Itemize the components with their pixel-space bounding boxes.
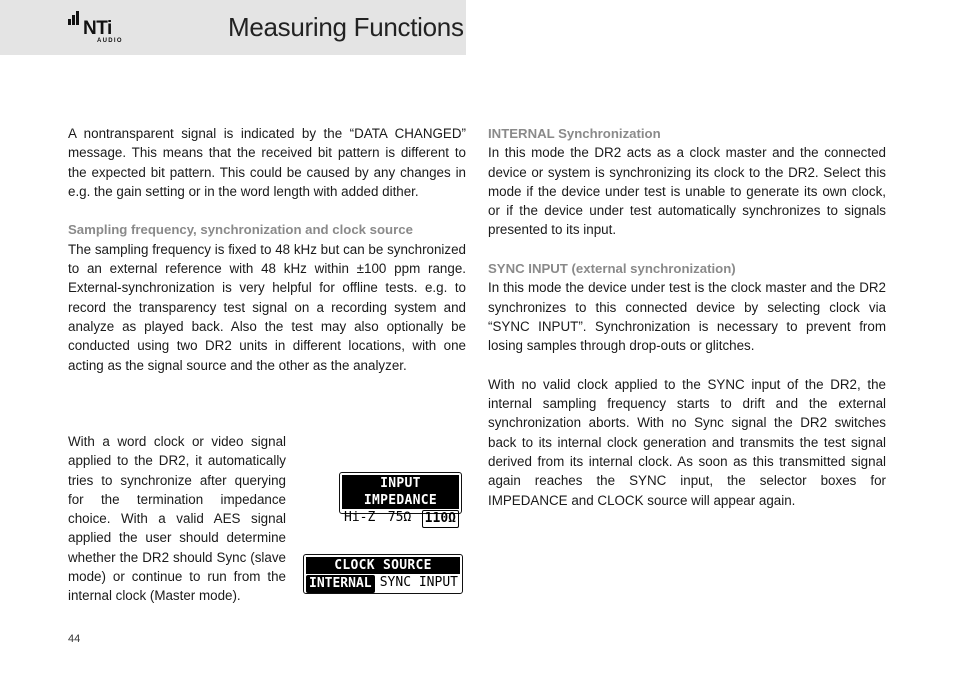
nti-audio-logo	[68, 19, 128, 45]
page-title: Measuring Functions	[228, 12, 464, 42]
lcd-impedance-options	[342, 510, 459, 528]
clock-option-internal-selected: INTERNAL	[306, 575, 375, 593]
impedance-option-75: 75Ω	[387, 510, 412, 525]
lcd-clock-options	[306, 575, 460, 593]
logo-wordmark: NTi	[83, 18, 112, 39]
right-column	[488, 124, 886, 510]
paragraph-sync-input: In this mode the device under test is the clock master and the DR2 synchronizes to this connected device by selecting clock via “SYNC INPUT”. Synchronization is necessary to prevent from losing samples through drop-outs or glitches.	[488, 280, 886, 354]
paragraph-word-clock: With a word clock or video signal applied to the DR2, it automatically tries to synchronize after querying for the termination impedance choice. With a valid AES signal applied the user should determine whether the DR2 should Sync (slave mode) or continue to run from the internal clock (Master mode).	[68, 434, 286, 604]
paragraph-internal: In this mode the DR2 acts as a clock master and the connected device or system is synchronizing its clock to the DR2. Select this mode if the device under test is unable to generate its own clock, or if the device under test automatically synchronizes to signals presented to its input.	[488, 145, 886, 238]
paragraph-sampling: The sampling frequency is fixed to 48 kHz but can be synchronized to an external reference with 48 kHz within ±100 ppm range. External-synchronization is very helpful for offline tests. e.g. to record the transparency test signal on a recording system and analyze as played back. Also the test may also optionally be conducted using two DR2 units in different locations, with one acting as the signal source and the other as the analyzer.	[68, 241, 466, 373]
header-band	[0, 0, 466, 55]
lcd-clock-source	[303, 554, 463, 594]
section-heading-sync-input: SYNC INPUT (external synchronization)	[488, 261, 736, 277]
logo-subtext: AUDIO	[97, 38, 123, 44]
impedance-option-hiz: Hi-Z	[344, 510, 376, 525]
lcd-impedance-title: INPUT IMPEDANCE	[342, 475, 459, 509]
lcd-clock-title: CLOCK SOURCE	[306, 557, 460, 574]
page-number: 44	[68, 633, 81, 645]
impedance-option-110-selected: 110Ω	[422, 510, 459, 528]
section-heading-sampling: Sampling frequency, synchronization and clock source	[68, 222, 413, 238]
lcd-input-impedance	[339, 472, 462, 526]
paragraph-data-changed: A nontransparent signal is indicated by the “DATA CHANGED” message. This means that the received bit pattern is different to the expected bit pattern. This could be caused by any changes in e.g. the gain setting or in the word length with added dither.	[68, 126, 466, 199]
paragraph-no-valid-clock: With no valid clock applied to the SYNC input of the DR2, the internal sampling frequency starts to drift and the external synchronization aborts. With no Sync signal the DR2 switches back to its internal clock generation and transmits the test signal derived from its internal clock. As soon as this transmitted signal again reaches the SYNC input, the selector boxes for IMPEDANCE and CLOCK source will appear again.	[488, 376, 886, 508]
narrow-column	[68, 432, 286, 606]
clock-option-sync-input: SYNC INPUT	[379, 575, 458, 590]
section-heading-internal: INTERNAL Synchronization	[488, 126, 661, 141]
left-column	[68, 124, 466, 375]
